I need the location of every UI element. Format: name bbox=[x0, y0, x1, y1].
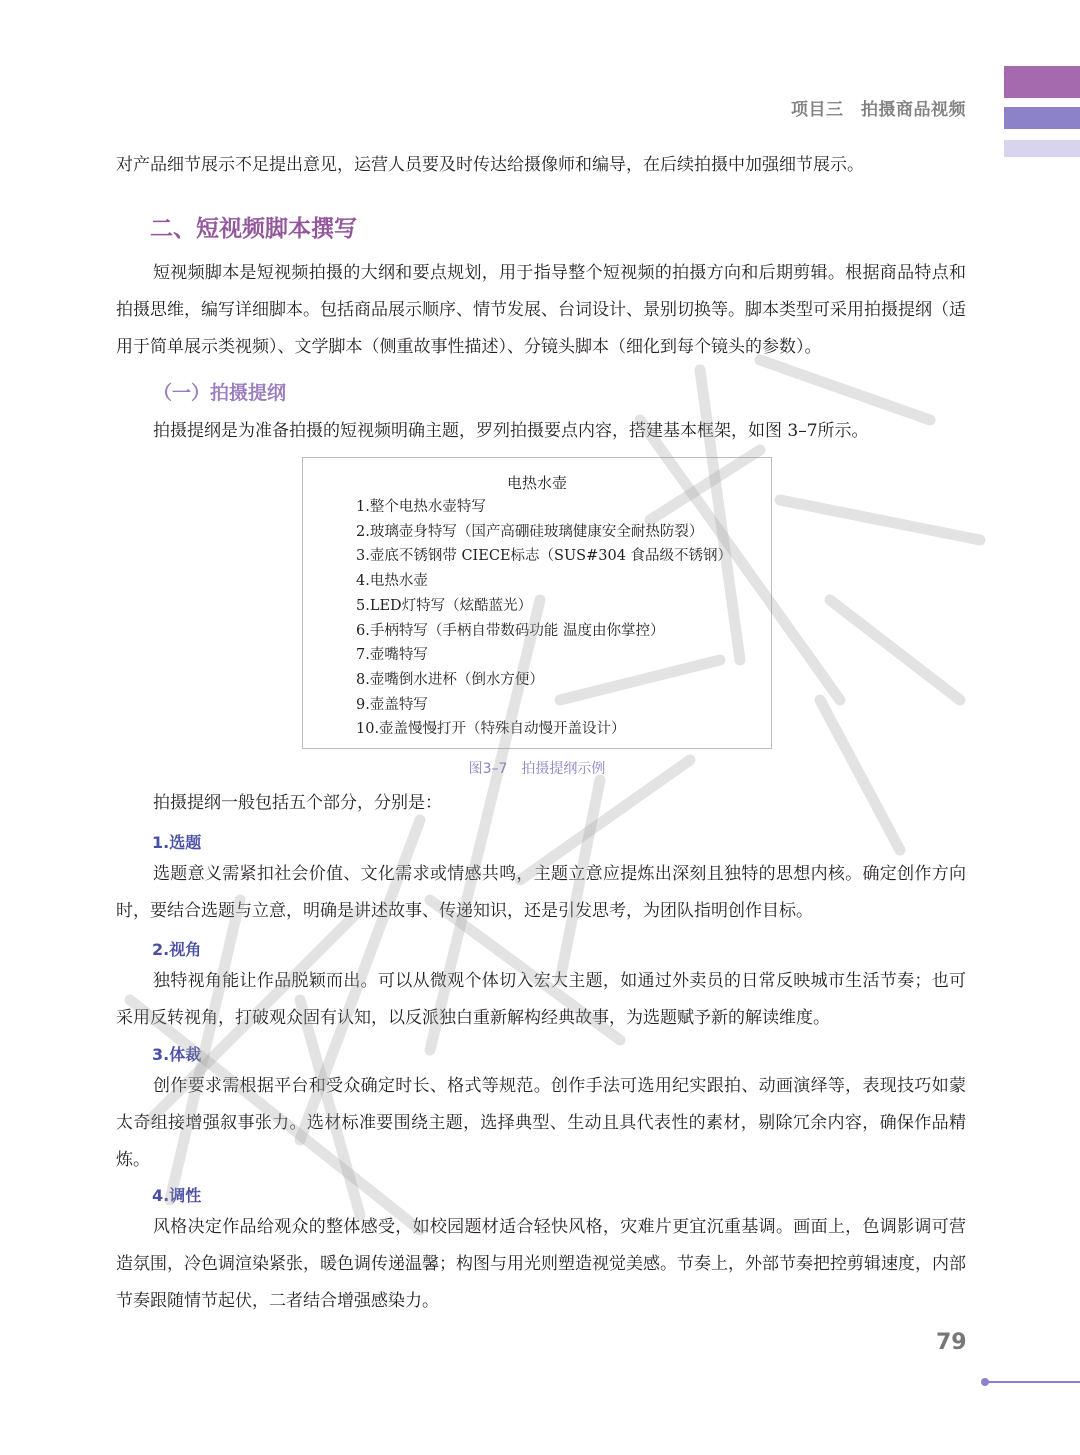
part-text-perspective: 独特视角能让作品脱颖而出。可以从微观个体切入宏大主题，如通过外卖员的日常反映城市生活节奏；也可采用反转视角，打破观众固有认知，以反派独白重新解构经典故事，为选题赋予新的解读维度。 bbox=[116, 971, 966, 1028]
page-number-line bbox=[985, 1381, 1080, 1383]
figure-list-item: 1.整个电热水壶特写 bbox=[356, 499, 486, 515]
part-text-topic: 选题意义需紧扣社会价值、文化需求或情感共鸣，主题立意应提炼出深刻且独特的思想内核。确定创作方向时，要结合选题与立意，明确是讲述故事、传递知识，还是引发思考，为团队指明创作目标。 bbox=[116, 864, 966, 921]
part-text-genre: 创作要求需根据平台和受众确定时长、格式等规范。创作手法可选用纪实跟拍、动画演绎等，表现技巧如蒙太奇组接增强叙事张力。选材标准要围绕主题，选择典型、生动且具代表性的素材，剔除冗余内容，确保作品精炼。 bbox=[116, 1076, 966, 1170]
running-header-title: 项目三 拍摄商品视频 bbox=[791, 100, 966, 120]
parts-intro-block bbox=[116, 785, 966, 822]
section-paragraph: 短视频脚本是短视频拍摄的大纲和要点规划，用于指导整个短视频的拍摄方向和后期剪辑。根据商品特点和拍摄思维，编写详细脚本。包括商品展示顺序、情节发展、台词设计、景别切换等。脚本类型可采用拍摄提纲（适用于简单展示类视频）、文学脚本（侧重故事性描述）、分镜头脚本（细化到每个镜头的参数）。 bbox=[116, 263, 966, 357]
header-bar-light bbox=[1004, 140, 1080, 157]
part-heading-topic: 1.选题 bbox=[152, 833, 202, 852]
part-heading-genre: 3.体裁 bbox=[152, 1045, 202, 1064]
subsection-intro-block bbox=[116, 413, 966, 450]
part-text-block bbox=[116, 1068, 966, 1179]
intro-line: 对产品细节展示不足提出意见，运营人员要及时传达给摄像师和编导，在后续拍摄中加强细节展示。 bbox=[116, 155, 864, 175]
section-paragraph-block bbox=[116, 255, 966, 366]
figure-title: 电热水壶 bbox=[506, 474, 567, 492]
section-heading: 二、短视频脚本撰写 bbox=[150, 216, 357, 242]
figure-list-item: 9.壶盖特写 bbox=[356, 696, 428, 713]
part-heading-tone: 4.调性 bbox=[152, 1186, 202, 1205]
part-text-tone: 风格决定作品给观众的整体感受，如校园题材适合轻快风格，灾难片更宜沉重基调。画面上，色调影调可营造氛围，冷色调渲染紧张，暖色调传递温馨；构图与用光则塑造视觉美感。节奏上，外部节奏把控剪辑速度，内部节奏跟随情节起伏，二者结合增强感染力。 bbox=[116, 1217, 966, 1311]
figure-list-item: 3.壶底不锈钢带 CIECE标志（SUS#304 食品级不锈钢） bbox=[356, 548, 733, 565]
intro-block bbox=[116, 147, 966, 184]
part-text-block bbox=[116, 963, 966, 1037]
page-number: 79 bbox=[936, 1330, 967, 1355]
parts-intro: 拍摄提纲一般包括五个部分，分别是： bbox=[153, 793, 442, 813]
shooting-outline-figure bbox=[302, 457, 772, 749]
figure-list-item: 8.壶嘴倒水进杯（倒水方便） bbox=[356, 671, 544, 688]
figure-list-item: 4.电热水壶 bbox=[356, 573, 428, 590]
figure-list-item: 2.玻璃壶身特写（国产高硼硅玻璃健康安全耐热防裂） bbox=[356, 523, 704, 540]
subsection-heading: （一）拍摄提纲 bbox=[153, 382, 287, 404]
part-text-block bbox=[116, 856, 966, 930]
figure-caption: 图3–7 拍摄提纲示例 bbox=[468, 761, 606, 777]
figure-list-item: 10.壶盖慢慢打开（特殊自动慢开盖设计） bbox=[356, 721, 626, 738]
figure-list-item: 6.手柄特写（手柄自带数码功能 温度由你掌控） bbox=[356, 622, 665, 639]
part-text-block bbox=[116, 1209, 966, 1320]
figure-list bbox=[356, 495, 732, 742]
part-heading-perspective: 2.视角 bbox=[152, 940, 202, 959]
figure-list-item: 5.LED灯特写（炫酷蓝光） bbox=[356, 597, 533, 614]
header-bar-dark bbox=[1004, 66, 1080, 98]
figure-list-item: 7.壶嘴特写 bbox=[356, 647, 428, 664]
header-bar-medium bbox=[1004, 107, 1080, 129]
subsection-intro: 拍摄提纲是为准备拍摄的短视频明确主题，罗列拍摄要点内容，搭建基本框架，如图 3–7所示。 bbox=[153, 421, 869, 441]
